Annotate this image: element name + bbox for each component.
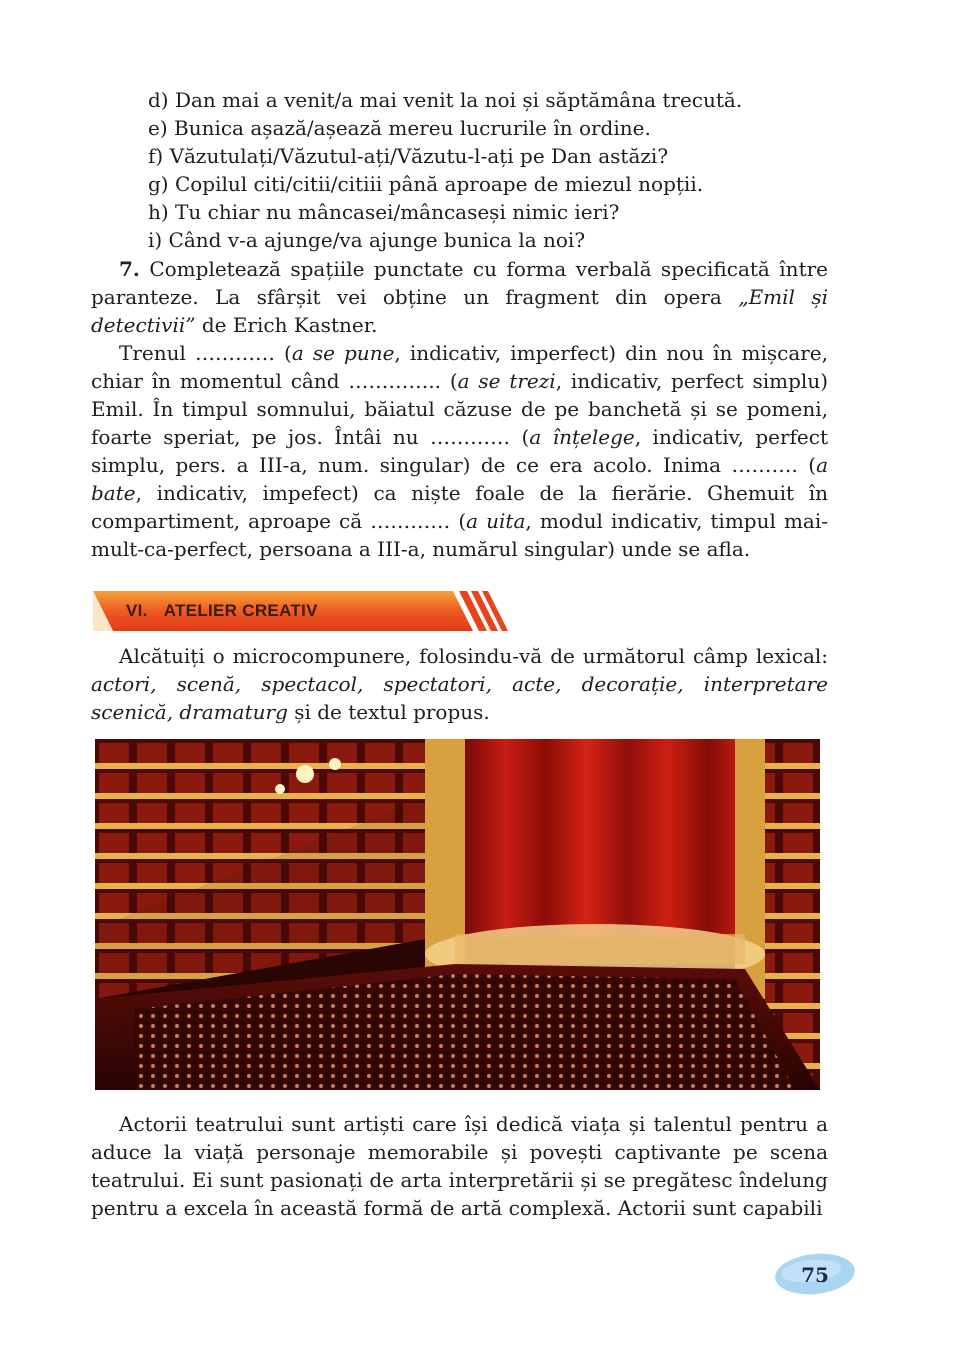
exercise-item-f: f) Văzutulați/Văzutul-ați/Văzutu-l-ați pe Dan astăzi? <box>148 144 669 168</box>
creative-task: Alcătuiți o microcompunere, folosindu-vă de următorul câmp lexical: actori, scenă, spectacol, spectatori, acte, decorație, interpretare scenică, dramaturg și de textul propus. <box>91 644 828 724</box>
page-number-badge <box>773 1251 857 1297</box>
exercise-6-list <box>148 86 742 254</box>
closing-paragraph: Actorii teatrului sunt artiști care își dedică viața și talentul pentru a aduce la viață personaje memorabile și povești captivante pe scena teatrului. Ei sunt pasionați de arta interpretării și se pregătesc îndelung pentru a excela în această formă de artă complexă. Actorii sunt capabili <box>91 1112 828 1220</box>
exercise-7 <box>91 255 828 563</box>
exercise-item-e: e) Bunica așază/așează mereu lucrurile în ordine. <box>148 116 651 140</box>
exercise-item-g: g) Copilul citi/citii/citiii până aproape de miezul nopții. <box>148 172 704 196</box>
page-number: 75 <box>801 1263 829 1287</box>
theater-photo <box>95 739 820 1090</box>
exercise-7-instruction: 7. Completează spațiile punctate cu forma verbală specificată între paranteze. La sfârșit vei obține un fragment din opera „Emil și detectivii” de Erich Kastner. <box>91 257 828 337</box>
section-title-text: ATELIER CREATIV <box>163 601 318 620</box>
exercise-item-h: h) Tu chiar nu mâncasei/mâncaseși nimic ieri? <box>148 200 620 224</box>
exercise-item-i: i) Când v-a ajunge/va ajunge bunica la noi? <box>148 228 586 252</box>
exercise-item-d: d) Dan mai a venit/a mai venit la noi și săptămâna trecută. <box>148 88 743 112</box>
theater-illustration <box>95 739 820 1090</box>
section-roman-numeral: VI. <box>126 601 148 620</box>
exercise-number: 7. <box>119 257 140 281</box>
work-title: „Emil și detectivii” <box>91 285 828 337</box>
lexical-field: actori, scenă, spectacol, spectatori, acte, decorație, interpretare scenică, dramaturg <box>91 672 828 724</box>
section-title <box>126 601 318 621</box>
fragment-text: Trenul ………… (a se pune, indicativ, imperfect) din nou în mișcare, chiar în momentul când ………….. (a se trezi, indicativ, perfect simplu) Emil. În timpul somnului, băiatul căzuse de pe banchetă și se pomeni, foarte speriat, pe jos. Întâi nu ………… (a înțelege, indicativ, perfect simplu, pers. a III-a, num. singular) de ce era acolo. Inima ………. (a bate, indicativ, impefect) ca niște foale de la fierărie. Ghemuit în compartiment, aproape că ………… (a uita, modul indicativ, timpul mai-mult-ca-perfect, persoana a III-a, numărul singular) unde se afla. <box>91 341 829 561</box>
section-banner <box>93 591 513 631</box>
